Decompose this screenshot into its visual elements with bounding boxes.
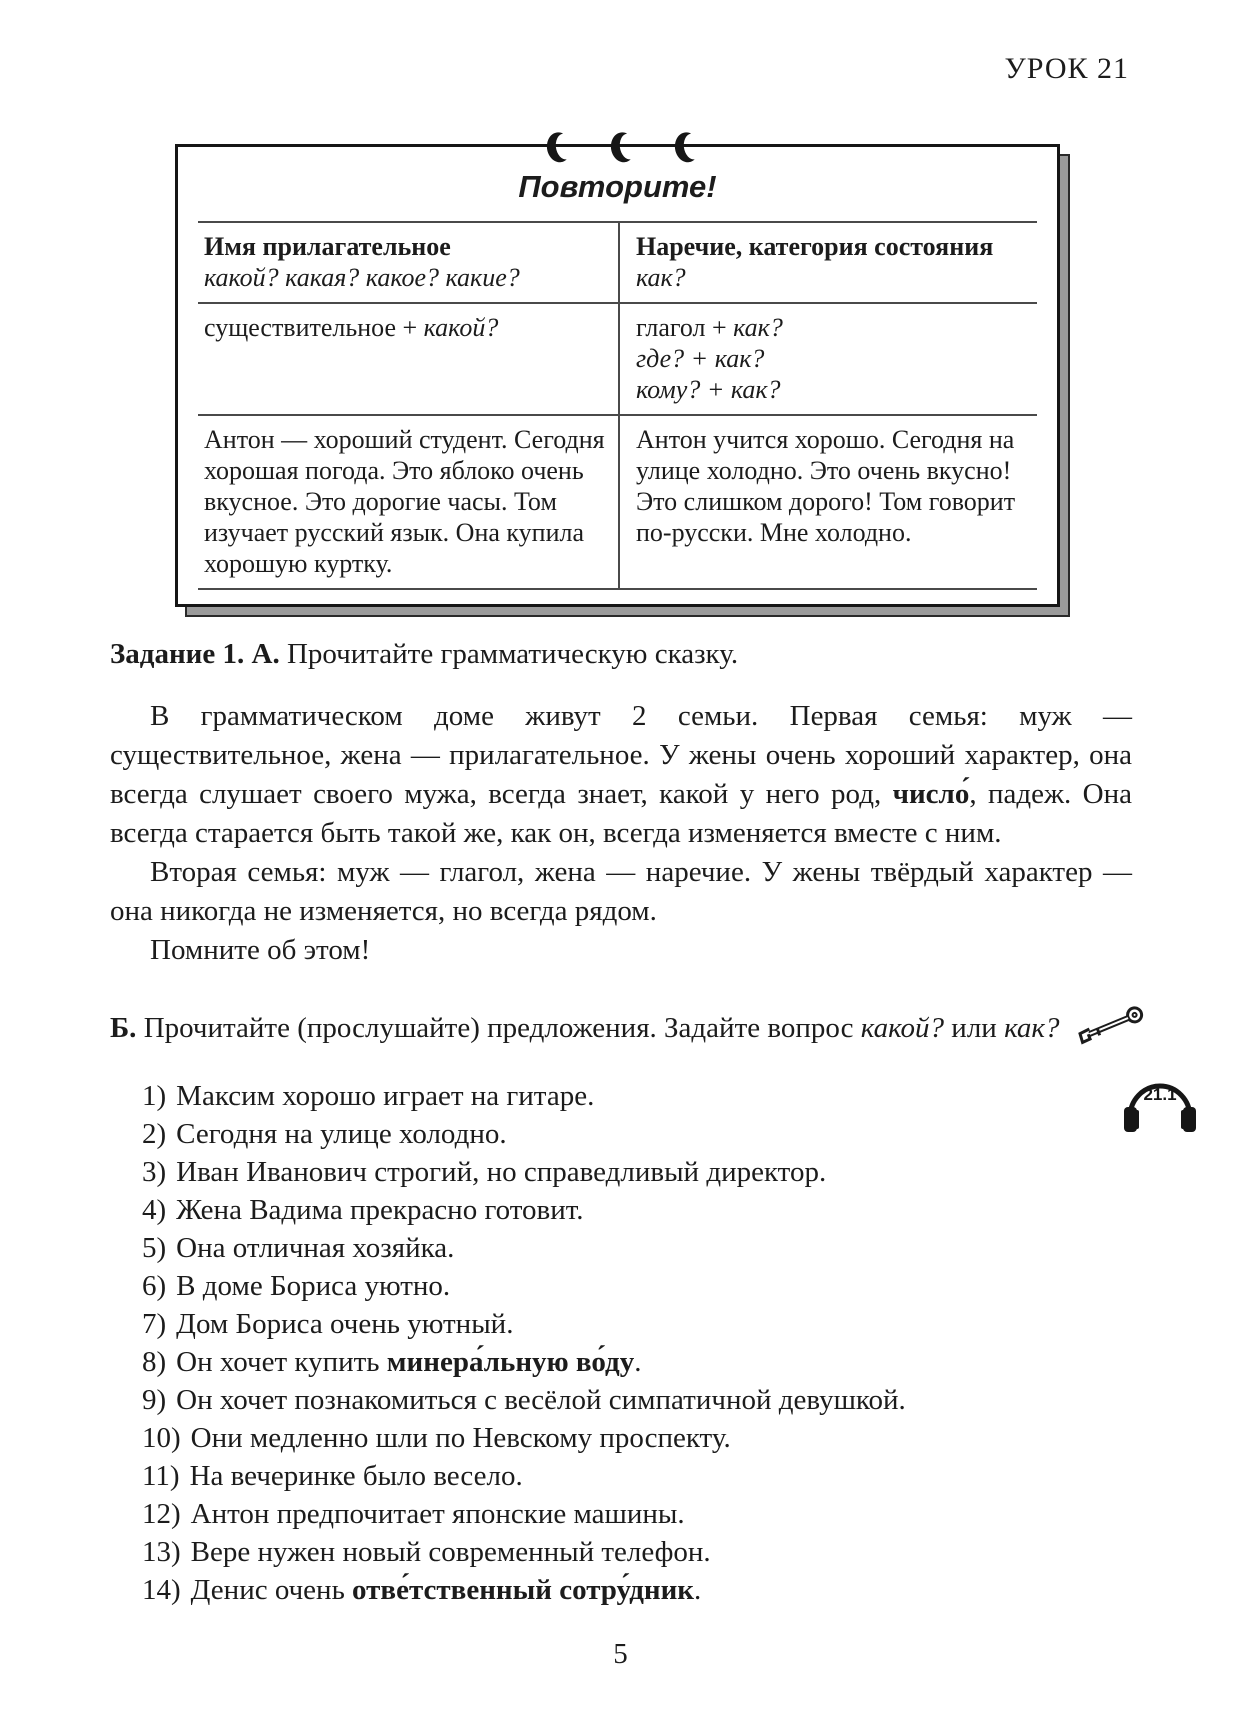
pattern-question: где? + как?: [636, 344, 765, 373]
story-paragraph: [110, 697, 1132, 853]
item-number: 4): [142, 1194, 167, 1226]
pattern-line: [636, 312, 1025, 343]
list-item: [142, 1419, 1152, 1457]
table-header-row: [198, 221, 1037, 302]
item-text: Сегодня на улице холодно.: [176, 1118, 507, 1150]
item-text: Он хочет познакомиться с весёлой симпатичной девушкой.: [176, 1384, 906, 1416]
adjective-header-cell: [198, 223, 618, 302]
item-number: 9): [142, 1384, 167, 1416]
item-bold-text: минера́льную во́ду: [386, 1346, 635, 1378]
item-text: В доме Бориса уютно.: [176, 1270, 451, 1302]
list-item: [142, 1229, 1152, 1267]
item-text: Максим хорошо играет на гитаре.: [176, 1080, 595, 1112]
grammar-story: [110, 697, 1132, 970]
task-a-label: Задание 1. А.: [110, 638, 280, 670]
item-text: Антон предпочитает японские машины.: [190, 1498, 685, 1530]
list-item: [142, 1267, 1152, 1305]
item-text: Дом Бориса очень уютный.: [176, 1308, 514, 1340]
item-text: Жена Вадима прекрасно готовит.: [176, 1194, 584, 1226]
task-a-instruction: Прочитайте грамматическую сказку.: [286, 638, 739, 670]
item-number: 12): [142, 1498, 181, 1530]
item-number: 5): [142, 1232, 167, 1264]
story-paragraph: [110, 931, 1132, 970]
item-number: 2): [142, 1118, 167, 1150]
story-paragraph: [110, 853, 1132, 931]
adverb-header-cell: [618, 223, 1037, 302]
pattern-roman: глагол +: [636, 313, 734, 342]
binding-ring-icon: [605, 128, 631, 168]
item-text: Денис очень: [190, 1574, 353, 1606]
list-item: [142, 1153, 1152, 1191]
page-number: 5: [613, 1638, 628, 1670]
item-text: Она отличная хозяйка.: [176, 1232, 455, 1264]
pattern-roman: существительное +: [204, 313, 424, 342]
adjective-header-questions: какой? какая? какое? какие?: [204, 263, 520, 292]
item-number: 13): [142, 1536, 181, 1568]
pattern-line: [636, 374, 1025, 405]
item-text: Они медленно шли по Невскому проспекту.: [190, 1422, 731, 1454]
adverb-header-title: Наречие, категория состояния: [636, 232, 994, 261]
list-item: [142, 1571, 1152, 1609]
task-a-heading: [110, 635, 1241, 673]
item-number: 10): [142, 1422, 181, 1454]
repeat-box-title: Повторите!: [518, 169, 717, 204]
adverb-pattern-cell: [618, 304, 1037, 414]
task-b-label: Б.: [110, 1012, 137, 1044]
list-item: [142, 1115, 1152, 1153]
adjective-pattern-cell: [198, 304, 618, 414]
grammar-table: [198, 221, 1037, 590]
item-text: Вере нужен новый современный телефон.: [190, 1536, 711, 1568]
story-text: Помните об этом!: [150, 934, 371, 966]
examples-row: [198, 414, 1037, 590]
item-number: 8): [142, 1346, 167, 1378]
audio-badge: [1120, 1065, 1200, 1135]
item-number: 1): [142, 1080, 167, 1112]
list-item: [142, 1191, 1152, 1229]
pattern-question: какой?: [423, 313, 499, 342]
binding-rings: [541, 128, 695, 168]
adverb-header-questions: как?: [636, 263, 686, 292]
item-text: Он хочет купить: [176, 1346, 387, 1378]
item-text: .: [694, 1574, 702, 1606]
list-item: [142, 1305, 1152, 1343]
list-item: [142, 1457, 1152, 1495]
item-text: На вечеринке было весело.: [189, 1460, 523, 1492]
item-number: 3): [142, 1156, 167, 1188]
lesson-header: УРОК 21: [1004, 52, 1129, 85]
pattern-line: [636, 343, 1025, 374]
item-text: .: [634, 1346, 642, 1378]
sentence-list: [142, 1077, 1177, 1609]
key-icon: [1075, 1008, 1149, 1042]
question-word: как?: [1004, 1012, 1060, 1044]
task-b-instruction: Прочитайте (прослушайте) предложения. Задайте вопрос: [143, 1012, 861, 1044]
adjective-examples-cell: Антон — хороший студент. Сегодня хорошая погода. Это яблоко очень вкусное. Это дорогие часы. Том изучает русский язык. Она купила хорошую куртку.: [204, 425, 605, 578]
story-text: , падеж. Она всегда старается быть такой же, как он, всегда изменяется вместе с ним.: [110, 778, 1132, 849]
task-b-instruction-mid: или: [944, 1012, 1005, 1044]
item-number: 6): [142, 1270, 167, 1302]
patterns-row: [198, 302, 1037, 414]
item-number: 11): [142, 1460, 180, 1492]
list-item: [142, 1077, 1152, 1115]
question-word: какой?: [860, 1012, 945, 1044]
item-text: Иван Иванович строгий, но справедливый директор.: [176, 1156, 827, 1188]
story-text: В грамматическом доме живут 2 семьи. Первая семья: муж — существительное, жена — прилагательное. У жены очень хороший характер, она всегда слушает своего мужа, всегда знает, какой у него род,: [110, 700, 1132, 810]
item-bold-text: отве́тственный сотру́дник: [352, 1574, 695, 1606]
audio-track-number: 21.1: [1143, 1085, 1177, 1104]
adjective-header-title: Имя прилагательное: [204, 232, 451, 261]
item-number: 14): [142, 1574, 181, 1606]
list-item: [142, 1533, 1152, 1571]
list-item: [142, 1495, 1152, 1533]
binding-ring-icon: [541, 128, 567, 168]
list-item: [142, 1343, 1152, 1381]
pattern-question: как?: [733, 313, 783, 342]
list-item: [142, 1381, 1152, 1419]
story-text: Вторая семья: муж — глагол, жена — наречие. У жены твёрдый характер — она никогда не изменяется, но всегда рядом.: [110, 856, 1132, 927]
item-number: 7): [142, 1308, 167, 1340]
pattern-question: кому? + как?: [636, 375, 781, 404]
stressed-word: число́: [892, 778, 970, 810]
binding-ring-icon: [669, 128, 695, 168]
task-b-heading: [110, 1008, 1241, 1047]
repeat-box: [175, 144, 1060, 607]
adverb-examples-cell: Антон учится хорошо. Сегодня на улице холодно. Это очень вкусно! Это слишком дорого! Том говорит по-русски. Мне холодно.: [618, 416, 1037, 588]
